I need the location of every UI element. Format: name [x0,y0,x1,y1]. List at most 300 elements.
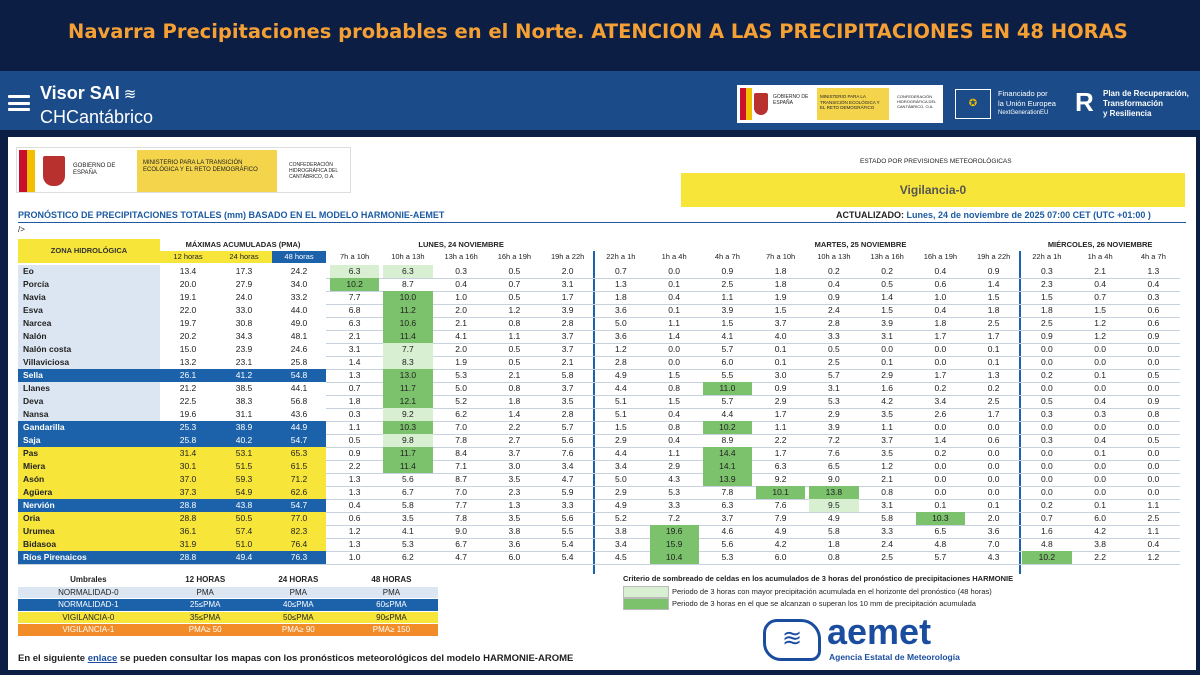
value-cell: 2.5 [721,279,734,289]
value-cell: 2.8 [561,409,574,419]
value-cell: 11.7 [383,447,432,460]
value-cell: 6.0 [774,552,787,562]
coat-of-arms-icon [43,156,65,186]
value-cell: 1.2 [508,305,521,315]
banner [0,0,1200,68]
value-cell: 7.9 [774,513,787,523]
value-cell: 0.1 [1094,370,1107,380]
pma-cell: 26.1 [160,369,216,382]
umbrales-row [18,599,438,612]
value-cell: 5.3 [668,487,681,497]
value-cell: 9.5 [809,499,858,512]
value-cell: 0.0 [1040,383,1053,393]
value-cell: 2.9 [827,409,840,419]
value-cell: 3.8 [614,526,627,536]
value-cell: 0.6 [348,513,361,523]
value-cell: 3.7 [721,513,734,523]
value-cell: 2.9 [614,435,627,445]
value-cell: 0.0 [1147,344,1160,354]
value-cell: 11.4 [383,460,432,473]
value-cell: 1.5 [881,305,894,315]
pma-cell: 54.7 [272,434,326,447]
value-cell: 2.1 [508,370,521,380]
table-row [18,460,1180,473]
pma-cell: 23.1 [216,356,272,369]
pma-cell: 56.8 [272,395,326,408]
value-cell: 2.1 [348,331,361,341]
value-cell: 0.5 [508,344,521,354]
value-cell: 0.9 [1147,396,1160,406]
value-cell: 3.7 [881,435,894,445]
value-cell: 2.0 [987,513,1000,523]
value-cell: 8.7 [401,279,414,289]
waves-icon: ≋ [123,86,137,103]
value-cell: 5.0 [614,318,627,328]
value-cell: 0.1 [774,357,787,367]
value-cell: 1.8 [774,279,787,289]
value-cell: 5.3 [401,539,414,549]
table-row [18,525,1180,538]
period-header: 7h a 10h [340,252,370,261]
value-cell: 1.8 [614,292,627,302]
value-cell: 5.5 [561,526,574,536]
value-cell: 6.2 [455,409,468,419]
value-cell: 5.8 [881,513,894,523]
value-cell: 1.6 [881,383,894,393]
value-cell: 10.2 [703,421,752,434]
value-cell: 6.0 [508,552,521,562]
value-cell: 5.1 [614,409,627,419]
pma-cell: 24.6 [272,343,326,356]
value-cell: 0.4 [668,435,681,445]
day-header: MIÉRCOLES, 26 NOVIEMBRE [1047,240,1153,249]
zona-cell: Eo [18,265,160,278]
value-cell: 3.4 [934,396,947,406]
value-cell: 0.0 [1040,474,1053,484]
value-cell: 11.4 [383,330,432,343]
value-cell: 3.1 [881,500,894,510]
table-row [18,434,1180,447]
umbrales-row [18,586,438,599]
value-cell: 5.2 [455,396,468,406]
zona-cell: Miera [18,460,160,473]
value-cell: 1.4 [934,435,947,445]
pma-cell: 59.3 [216,473,272,486]
value-cell: 11.0 [703,382,752,395]
value-cell: 7.8 [721,487,734,497]
pma-cell: 54.7 [272,499,326,512]
value-cell: 4.4 [614,448,627,458]
value-cell: 3.1 [561,279,574,289]
value-cell: 2.8 [561,318,574,328]
zona-cell: Narcea [18,317,160,330]
value-cell: 1.4 [508,409,521,419]
aemet-map-icon: ≋ [763,619,821,661]
value-cell: 2.2 [774,435,787,445]
zona-cell: Urumea [18,525,160,538]
value-cell: 6.7 [401,487,414,497]
value-cell: 1.7 [934,331,947,341]
pma-cell: 50.5 [216,512,272,525]
value-cell: 2.9 [774,396,787,406]
value-cell: 1.8 [508,396,521,406]
value-cell: 0.5 [348,435,361,445]
value-cell: 0.1 [987,357,1000,367]
value-cell: 1.1 [881,422,894,432]
value-cell: 5.8 [827,526,840,536]
value-cell: 1.5 [668,370,681,380]
value-cell: 1.1 [508,331,521,341]
value-cell: 0.8 [508,383,521,393]
value-cell: 0.0 [1147,357,1160,367]
value-cell: 0.0 [881,344,894,354]
value-cell: 2.3 [508,487,521,497]
value-cell: 3.1 [348,344,361,354]
prr-r-icon: R [1075,87,1094,117]
value-cell: 10.4 [650,551,699,564]
value-cell: 2.5 [881,552,894,562]
value-cell: 5.3 [827,396,840,406]
umbrales-cell: 50≤PMA [252,611,345,624]
value-cell: 0.1 [987,344,1000,354]
value-cell: 7.6 [774,500,787,510]
enlace-link[interactable]: enlace [87,653,118,664]
pma-cell: 38.5 [216,382,272,395]
value-cell: 2.5 [1040,318,1053,328]
value-cell: 8.4 [455,448,468,458]
table-row [18,473,1180,486]
period-header: 19h a 22h [550,252,585,261]
table-row [18,356,1180,369]
prr-logo: R Plan de Recuperación, Transformación y Resiliencia [1075,87,1189,118]
stray-text: /> [18,225,25,234]
value-cell: 2.4 [881,539,894,549]
pma-cell: 20.2 [160,330,216,343]
pma-col-header: 12 horas [160,251,216,263]
value-cell: 0.0 [1147,448,1160,458]
pma-cell: 19.6 [160,408,216,421]
table-row [18,408,1180,421]
value-cell: 8.9 [721,435,734,445]
value-cell: 0.4 [1147,539,1160,549]
value-cell: 0.0 [1147,474,1160,484]
value-cell: 2.9 [614,487,627,497]
pma-cell: 57.4 [216,525,272,538]
value-cell: 5.6 [721,539,734,549]
value-cell: 0.2 [1040,500,1053,510]
value-cell: 0.0 [1040,461,1053,471]
value-cell: 0.5 [1147,435,1160,445]
value-cell: 6.5 [934,526,947,536]
period-header: 10h a 13h [817,252,851,261]
pma-cell: 30.8 [216,317,272,330]
zona-cell: Agüera [18,486,160,499]
umbrales-cell: NORMALIDAD-0 [18,586,159,599]
pma-cell: 31.1 [216,408,272,421]
value-cell: 1.3 [1147,266,1160,276]
value-cell: 1.8 [987,305,1000,315]
pma-cell: 17.3 [216,265,272,278]
value-cell: 5.1 [614,396,627,406]
value-cell: 14.4 [703,447,752,460]
footer-text: En el siguiente enlace se pueden consultar los mapas con los pronósticos meteorológicos del modelo HARMONIE-AROME [18,653,574,664]
pma-cell: 23.9 [216,343,272,356]
table-row [18,499,1180,512]
value-cell: 1.9 [774,292,787,302]
value-cell: 4.8 [1040,539,1053,549]
value-cell: 0.0 [934,357,947,367]
value-cell: 6.7 [455,539,468,549]
period-header: 7h a 10h [766,252,796,261]
value-cell: 7.8 [455,435,468,445]
pma-cell: 13.4 [160,265,216,278]
pma-cell: 38.9 [216,421,272,434]
value-cell: 6.8 [348,305,361,315]
value-cell: 7.0 [455,422,468,432]
period-header: 1h a 4h [661,252,687,261]
value-cell: 0.4 [1147,279,1160,289]
value-cell: 3.6 [614,305,627,315]
value-cell: 3.1 [881,331,894,341]
umbrales-cell: 40≤PMA [252,599,345,612]
value-cell: 3.4 [561,461,574,471]
value-cell: 0.3 [1040,435,1053,445]
value-cell: 1.4 [987,279,1000,289]
value-cell: 12.1 [383,395,432,408]
pma-cell: 28.8 [160,499,216,512]
value-cell: 0.0 [1040,487,1053,497]
value-cell: 6.0 [1094,513,1107,523]
divider [18,222,1186,223]
value-cell: 4.0 [774,331,787,341]
value-cell: 1.5 [1040,292,1053,302]
value-cell: 7.8 [455,513,468,523]
value-cell: 1.2 [614,344,627,354]
value-cell: 0.7 [1094,292,1107,302]
value-cell: 9.0 [827,474,840,484]
table-row [18,538,1180,551]
value-cell: 3.8 [508,526,521,536]
value-cell: 0.0 [1094,344,1107,354]
pma-cell: 49.0 [272,317,326,330]
value-cell: 0.2 [881,266,894,276]
value-cell: 8.7 [455,474,468,484]
period-header: 4h a 7h [714,252,740,261]
value-cell: 1.3 [348,474,361,484]
pma-cell: 77.0 [272,512,326,525]
value-cell: 3.4 [614,461,627,471]
value-cell: 6.3 [383,265,432,278]
value-cell: 3.6 [508,539,521,549]
pma-cell: 31.9 [160,538,216,551]
value-cell: 3.3 [827,331,840,341]
value-cell: 3.4 [614,539,627,549]
value-cell: 5.0 [455,383,468,393]
value-cell: 1.5 [721,318,734,328]
table-row [18,330,1180,343]
banner-title: Navarra Precipitaciones probables en el Norte. ATENCION A LAS PRECIPITACIONES EN 48 HORAS [68,20,1128,43]
value-cell: 3.3 [881,526,894,536]
value-cell: 1.7 [987,331,1000,341]
value-cell: 0.9 [1147,331,1160,341]
value-cell: 1.2 [1147,552,1160,562]
period-header: 10h a 13h [391,252,425,261]
value-cell: 0.6 [934,279,947,289]
value-cell: 1.7 [774,448,787,458]
pma-cell: 41.2 [216,369,272,382]
value-cell: 1.1 [668,318,681,328]
pma-cell: 22.5 [160,395,216,408]
value-cell: 5.4 [561,539,574,549]
eu-logo: ✪ Financiado por la Unión Europea NextGenerationEU [953,85,1071,123]
value-cell: 0.1 [774,344,787,354]
value-cell: 9.2 [774,474,787,484]
value-cell: 2.9 [668,461,681,471]
table-row [18,382,1180,395]
value-cell: 0.4 [348,500,361,510]
value-cell: 1.5 [987,292,1000,302]
value-cell: 6.3 [348,318,361,328]
period-header: 19h a 22h [976,252,1011,261]
value-cell: 0.2 [934,383,947,393]
value-cell: 1.3 [987,370,1000,380]
pma-cell: 49.4 [216,551,272,564]
zona-cell: Gandarilla [18,421,160,434]
value-cell: 0.0 [1147,461,1160,471]
value-cell: 1.5 [774,305,787,315]
value-cell: 0.4 [934,266,947,276]
umbrales-header: 12 HORAS [185,575,226,584]
value-cell: 1.4 [348,357,361,367]
pma-cell: 33.2 [272,291,326,304]
pma-cell: 25.8 [272,356,326,369]
umbrales-cell: VIGILANCIA-1 [18,624,159,636]
value-cell: 3.5 [881,448,894,458]
app-name[interactable]: Visor SAI ≋ [40,83,137,103]
value-cell: 3.9 [827,422,840,432]
pma-cell: 65.3 [272,447,326,460]
value-cell: 5.6 [401,474,414,484]
value-cell: 0.9 [721,266,734,276]
value-cell: 0.6 [987,435,1000,445]
value-cell: 3.7 [561,331,574,341]
value-cell: 11.7 [383,382,432,395]
value-cell: 5.9 [561,487,574,497]
zona-cell: Nansa [18,408,160,421]
value-cell: 0.5 [827,344,840,354]
value-cell: 3.7 [774,318,787,328]
value-cell: 2.5 [987,318,1000,328]
value-cell: 0.3 [455,266,468,276]
pma-cell: 37.0 [160,473,216,486]
day-header: LUNES, 24 NOVIEMBRE [418,240,504,249]
menu-icon[interactable] [8,95,30,111]
criterio-swatch-1 [623,586,669,598]
umbrales-header-row [18,574,438,586]
value-cell: 0.4 [827,279,840,289]
zona-cell: Sella [18,369,160,382]
umbrales-cell: PMA [252,586,345,599]
value-cell: 0.8 [881,487,894,497]
pma-cell: 19.7 [160,317,216,330]
pma-cell: 15.0 [160,343,216,356]
value-cell: 9.8 [383,434,432,447]
value-cell: 7.0 [987,539,1000,549]
value-cell: 2.5 [1147,513,1160,523]
value-cell: 2.1 [881,474,894,484]
value-cell: 1.7 [774,409,787,419]
value-cell: 11.2 [383,304,432,317]
umbrales-cell: PMA [345,586,438,599]
zona-cell: Nervión [18,499,160,512]
value-cell: 2.2 [508,422,521,432]
value-cell: 19.6 [650,525,699,538]
app-header [0,68,1200,130]
value-cell: 1.2 [348,526,361,536]
value-cell: 0.0 [1094,383,1107,393]
value-cell: 3.5 [881,409,894,419]
pma-cell: 54.8 [272,369,326,382]
table-row [18,291,1180,304]
value-cell: 0.2 [1040,370,1053,380]
value-cell: 10.0 [383,291,432,304]
table-row [18,265,1180,278]
pma-cell: 37.3 [160,486,216,499]
zona-cell: Nalón costa [18,343,160,356]
value-cell: 10.2 [330,278,379,291]
zona-cell: Saja [18,434,160,447]
umbrales-table [18,574,438,636]
eu-flag-icon: ✪ [955,89,991,119]
umbrales-header: 24 HORAS [278,575,319,584]
report-title: PRONÓSTICO DE PRECIPITACIONES TOTALES (mm) BASADO EN EL MODELO HARMONIE-AEMET [18,210,445,220]
value-cell: 4.9 [827,513,840,523]
value-cell: 4.3 [668,474,681,484]
zona-header: ZONA HIDROLÓGICA [18,239,160,263]
value-cell: 4.9 [614,500,627,510]
value-cell: 3.7 [561,344,574,354]
umbrales-cell: PMA≥ 50 [159,624,252,636]
value-cell: 14.1 [703,460,752,473]
zona-cell: Porcía [18,278,160,291]
value-cell: 1.1 [1147,526,1160,536]
value-cell: 1.0 [348,552,361,562]
value-cell: 0.1 [668,305,681,315]
value-cell: 3.5 [508,513,521,523]
pma-cell: 33.0 [216,304,272,317]
value-cell: 0.7 [614,266,627,276]
value-cell: 5.6 [561,435,574,445]
pma-cell: 43.8 [216,499,272,512]
pma-cell: 28.8 [160,512,216,525]
value-cell: 0.5 [508,292,521,302]
value-cell: 0.0 [668,344,681,354]
zona-cell: Llanes [18,382,160,395]
value-cell: 5.6 [561,513,574,523]
zona-cell: Pas [18,447,160,460]
value-cell: 13.9 [703,473,752,486]
value-cell: 0.6 [1147,318,1160,328]
value-cell: 0.8 [1147,409,1160,419]
value-cell: 1.7 [561,292,574,302]
value-cell: 3.5 [561,396,574,406]
value-cell: 1.7 [987,409,1000,419]
value-cell: 2.2 [348,461,361,471]
value-cell: 1.4 [881,292,894,302]
value-cell: 2.3 [1040,279,1053,289]
value-cell: 0.4 [1094,435,1107,445]
period-header: 16h a 19h [497,252,532,261]
